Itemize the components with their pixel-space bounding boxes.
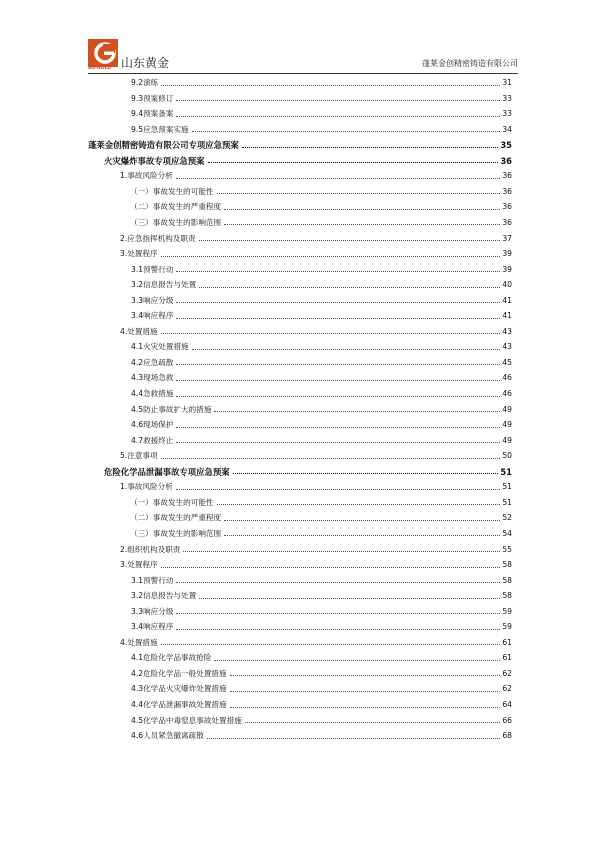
toc-entry-page: 58 <box>502 575 512 585</box>
toc-leader-dots <box>161 85 500 86</box>
toc-entry[interactable] <box>131 76 512 88</box>
toc-entry-title: 4.4化学品泄漏事故处置措施 <box>131 700 227 709</box>
toc-leader-dots <box>233 473 499 474</box>
toc-entry-title: 3.4响应程序 <box>131 311 174 321</box>
toc-entry-title: 3.3响应分级 <box>131 295 174 305</box>
toc-entry[interactable] <box>131 371 512 383</box>
toc-entry-page: 36 <box>502 171 512 181</box>
toc-leader-dots <box>176 380 500 381</box>
toc-entry-title: 4.3现场急救 <box>131 373 174 383</box>
toc-leader-dots <box>230 691 500 692</box>
toc-entry[interactable] <box>120 169 512 181</box>
toc-entry-page: 61 <box>502 637 512 647</box>
toc-leader-dots <box>230 675 500 676</box>
toc-entry-page: 62 <box>502 684 512 694</box>
toc-entry[interactable] <box>131 263 512 275</box>
toc-leader-dots <box>176 116 500 117</box>
toc-leader-dots <box>176 271 500 272</box>
toc-entry-title: 3.1预警行动 <box>131 575 174 585</box>
toc-leader-dots <box>217 504 500 505</box>
toc-entry-page: 50 <box>502 451 512 461</box>
toc-entry-title: 4.6现场保护 <box>131 420 174 430</box>
toc-leader-dots <box>207 738 500 739</box>
toc-leader-dots <box>176 427 500 428</box>
toc-entry-page: 41 <box>502 311 512 321</box>
toc-leader-dots <box>214 660 500 661</box>
toc-entry[interactable] <box>130 496 512 508</box>
toc-entry[interactable] <box>104 465 512 477</box>
toc-entry-title: 2.应急指挥机构及职责 <box>120 233 196 243</box>
toc-entry-title: 3.1预警行动 <box>131 264 174 274</box>
toc-leader-dots <box>224 535 500 536</box>
toc-entry-page: 34 <box>502 124 512 134</box>
toc-entry-page: 39 <box>502 249 512 259</box>
toc-entry-page: 58 <box>502 591 512 601</box>
toc-entry-title: 9.5应急预案实施 <box>131 124 189 134</box>
toc-entry-title: 4.2危险化学品一般处置措施 <box>131 668 227 678</box>
toc-entry-page: 33 <box>502 93 512 103</box>
toc-leader-dots <box>224 520 500 521</box>
toc-entry-page: 59 <box>502 622 512 632</box>
toc-entry[interactable] <box>131 698 512 710</box>
toc-leader-dots <box>161 256 500 257</box>
toc-entry[interactable] <box>131 714 512 726</box>
toc-entry-title: 1.事故风险分析 <box>120 171 173 181</box>
toc-entry-title: 4.5防止事故扩大的措施 <box>131 404 212 414</box>
toc-entry-page: 49 <box>502 420 512 430</box>
toc-entry[interactable] <box>131 682 512 694</box>
toc-entry-page: 40 <box>502 280 512 290</box>
brand-name: 山东黄金 <box>121 56 170 70</box>
toc-entry-page: 64 <box>502 700 512 709</box>
toc-entry-title: 4.7救援终止 <box>131 435 174 445</box>
toc-leader-dots <box>242 147 499 148</box>
toc-leader-dots <box>199 287 500 288</box>
toc-leader-dots <box>217 193 500 194</box>
toc-entry-page: 61 <box>502 653 512 663</box>
toc-entry-title: 5.注意事项 <box>120 451 158 461</box>
toc-entry-title: 4.4急救措施 <box>131 389 174 398</box>
toc-entry-title: （三）事故发生的影响范围 <box>130 528 222 538</box>
toc-entry[interactable] <box>131 620 512 632</box>
toc-entry[interactable] <box>104 154 512 166</box>
toc-entry-page: 59 <box>502 606 512 616</box>
toc-entry[interactable] <box>131 667 512 679</box>
toc-entry[interactable] <box>131 92 512 104</box>
toc-leader-dots <box>208 162 499 163</box>
toc-entry-page: 37 <box>502 233 512 243</box>
toc-entry-title: （二）事故发生的严重程度 <box>130 513 222 523</box>
toc-entry[interactable] <box>131 651 512 663</box>
toc-leader-dots <box>230 707 500 708</box>
toc-entry-page: 33 <box>502 109 512 119</box>
toc-leader-dots <box>161 458 500 459</box>
toc-entry-page: 36 <box>502 202 512 212</box>
toc-leader-dots <box>214 411 500 412</box>
toc-entry-title: 3.处置程序 <box>120 249 158 259</box>
toc-entry[interactable] <box>120 480 512 492</box>
toc-entry[interactable] <box>130 527 512 539</box>
toc-entry-title: 4.3化学品火灾爆炸处置措施 <box>131 684 227 694</box>
toc-entry-page: 58 <box>502 560 512 570</box>
toc-entry[interactable] <box>131 356 512 368</box>
toc-entry-title: 3.3响应分级 <box>131 606 174 616</box>
toc-entry-title: （二）事故发生的严重程度 <box>130 202 222 212</box>
sd-gold-logo <box>88 39 118 69</box>
toc-entry-page: 39 <box>502 264 512 274</box>
toc-entry-page: 35 <box>500 140 512 151</box>
toc-leader-dots <box>224 209 500 210</box>
toc-entry-page: 51 <box>502 497 512 507</box>
toc-leader-dots <box>176 396 500 397</box>
company-name: 蓬莱金创精密铸造有限公司 <box>422 59 518 68</box>
toc-entry-title: 3.处置程序 <box>120 560 158 570</box>
toc-leader-dots <box>176 318 500 319</box>
page-header <box>88 36 518 76</box>
toc-entry-page: 45 <box>502 357 512 367</box>
toc-entry[interactable] <box>131 107 512 119</box>
toc-entry-page: 41 <box>502 295 512 305</box>
toc-entry-title: 9.3预案修订 <box>131 93 174 103</box>
toc-entry-title: 9.2演练 <box>131 78 159 87</box>
toc-entry[interactable] <box>130 200 512 212</box>
toc-leader-dots <box>176 442 500 443</box>
toc-entry-page: 66 <box>502 715 512 725</box>
toc-leader-dots <box>176 302 500 303</box>
logo-text: SD-GOLD <box>88 66 112 71</box>
toc-entry[interactable] <box>131 605 512 617</box>
toc-entry-title: 2.组织机构及职责 <box>120 544 181 554</box>
toc-leader-dots <box>199 598 500 599</box>
toc-entry[interactable] <box>131 418 512 430</box>
toc-entry-title: 4.处置措施 <box>120 326 158 336</box>
toc-entry-title: 3.2信息报告与处置 <box>131 280 197 290</box>
toc-entry[interactable] <box>131 340 512 352</box>
toc-entry-page: 36 <box>502 217 512 227</box>
toc-entry-page: 43 <box>502 342 512 352</box>
toc-entry-title: 火灾爆炸事故专项应急预案 <box>104 155 205 166</box>
toc-entry[interactable] <box>131 278 512 290</box>
toc-leader-dots <box>176 489 500 490</box>
toc-leader-dots <box>161 644 500 645</box>
toc-entry-page: 43 <box>502 326 512 336</box>
toc-entry[interactable] <box>131 387 512 399</box>
toc-entry[interactable] <box>120 636 512 648</box>
toc-entry-page: 31 <box>502 78 512 87</box>
toc-entry[interactable] <box>131 729 512 741</box>
header-rule <box>88 73 518 74</box>
toc-entry[interactable] <box>120 558 512 570</box>
toc-entry-page: 36 <box>502 186 512 196</box>
toc-entry-page: 62 <box>502 668 512 678</box>
toc-entry[interactable] <box>131 589 512 601</box>
toc-entry[interactable] <box>130 511 512 523</box>
toc-leader-dots <box>176 100 500 101</box>
toc-leader-dots <box>161 567 500 568</box>
toc-entry[interactable] <box>131 123 512 135</box>
toc-entry-title: 4.处置措施 <box>120 637 158 647</box>
toc-entry-title: 3.2信息报告与处置 <box>131 591 197 601</box>
toc-entry[interactable] <box>131 309 512 321</box>
toc-leader-dots <box>176 613 500 614</box>
toc-entry[interactable] <box>88 138 512 150</box>
toc-leader-dots <box>199 240 500 241</box>
toc-leader-dots <box>245 722 500 723</box>
toc-entry-page: 55 <box>502 544 512 554</box>
toc-entry-page: 46 <box>502 389 512 398</box>
toc-entry-title: 4.2应急疏散 <box>131 357 174 367</box>
toc-entry-title: （三）事故发生的影响范围 <box>130 217 222 227</box>
toc-entry-page: 54 <box>502 528 512 538</box>
toc-leader-dots <box>192 349 500 350</box>
toc-entry[interactable] <box>120 543 512 555</box>
toc-entry[interactable] <box>131 574 512 586</box>
toc-entry-title: 4.1危险化学品事故抢险 <box>131 653 212 663</box>
toc-entry-page: 49 <box>502 435 512 445</box>
toc-leader-dots <box>183 551 500 552</box>
toc-entry[interactable] <box>131 403 512 415</box>
toc-entry-page: 68 <box>502 731 512 741</box>
toc-leader-dots <box>176 364 500 365</box>
toc-leader-dots <box>192 131 500 132</box>
toc-entry[interactable] <box>120 247 512 259</box>
toc-entry-page: 51 <box>500 466 512 477</box>
toc-entry[interactable] <box>120 449 512 461</box>
toc-entry-title: 3.4响应程序 <box>131 622 174 632</box>
toc-entry[interactable] <box>130 216 512 228</box>
toc-leader-dots <box>176 629 500 630</box>
toc-entry[interactable] <box>131 294 512 306</box>
toc-entry[interactable] <box>131 434 512 446</box>
toc-entry-title: 4.1火灾处置措施 <box>131 342 189 352</box>
toc-entry[interactable] <box>120 232 512 244</box>
toc-entry-title: （一）事故发生的可能性 <box>130 497 214 507</box>
toc-leader-dots <box>224 224 500 225</box>
toc-leader-dots <box>176 582 500 583</box>
toc-entry-title: 4.6人员紧急撤离疏散 <box>131 731 204 741</box>
toc-entry-page: 36 <box>500 155 512 166</box>
toc-entry-title: 蓬莱金创精密铸造有限公司专项应急预案 <box>88 140 239 151</box>
toc-entry-page: 46 <box>502 373 512 383</box>
toc-entry[interactable] <box>120 325 512 337</box>
toc-entry[interactable] <box>130 185 512 197</box>
toc-entry-page: 49 <box>502 404 512 414</box>
toc-leader-dots <box>176 178 500 179</box>
toc-leader-dots <box>161 333 500 334</box>
toc-entry-title: 危险化学品泄漏事故专项应急预案 <box>104 466 230 477</box>
toc-entry-page: 52 <box>502 513 512 523</box>
toc-entry-title: 9.4预案备案 <box>131 109 174 119</box>
toc-entry-title: 4.5化学品中毒窒息事故处置措施 <box>131 715 242 725</box>
toc-entry-page: 51 <box>502 482 512 492</box>
toc-entry-title: （一）事故发生的可能性 <box>130 186 214 196</box>
toc-entry-title: 1.事故风险分析 <box>120 482 173 492</box>
